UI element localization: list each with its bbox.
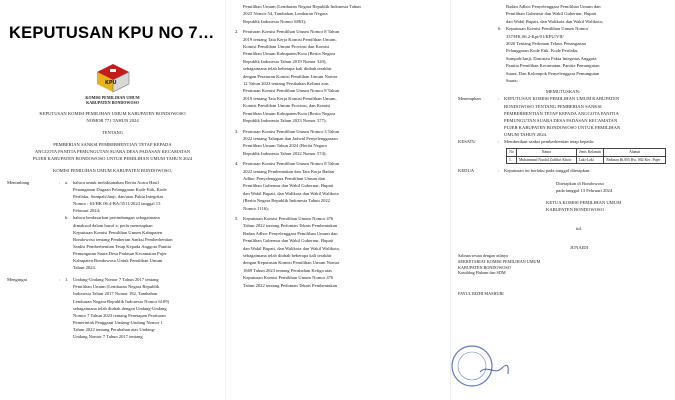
kedua-label: KEDUA [458, 168, 475, 174]
text-line: Peraturan Komisi Pemilihan Umum Nomor 8 Tahun [243, 161, 340, 167]
text-line: Peraturan Komisi Pemilihan Umum Nomor 8 Tahun [243, 29, 340, 35]
list-marker: 6. [498, 26, 502, 32]
table-header-cell: No [507, 149, 517, 157]
text-line: (Berita Negara Republik Indonesia Tahun 2022 [243, 198, 330, 204]
text-line: 12 Tahun 2023 tentang Perubahan Kelima atas [243, 81, 329, 87]
text-line: Sumpah/Janji, Dan/atau Pakta Integritas Anggota [506, 55, 597, 61]
text-line: 337/HK.06.2-Kpt/01/KPU/VII/ [506, 33, 564, 39]
text-line: Pemilihan Gubernur dan Wakil Gubernur, Bupati [506, 11, 597, 17]
text-line: sebagaimana telah beberapa kali diubah terakhir [243, 66, 332, 72]
mengingat-label: Mengingat [7, 277, 27, 283]
text-line: Februari 2024; [73, 208, 101, 214]
ketua-title-line-1: KETUA KOMISI PEMILIHAN UMUM [546, 200, 622, 206]
colon: : [498, 139, 500, 145]
text-line: Sanksi Pemberhentian Tetap Kepada Anggota Panitia [73, 243, 171, 249]
table-cell-jenis-kelamin: Laki-Laki [576, 156, 604, 164]
continued-text [233, 3, 443, 25]
menimbang-label: Menimbang [7, 180, 30, 185]
decree-title-line-5: ANGGOTA PANITIA PEMUNGUTAN SUARA DESA PADASAN KECAMATAN [34, 149, 191, 154]
list-item-text [243, 128, 443, 158]
table-header-cell: Nama [517, 149, 577, 157]
list-marker: 1. [65, 277, 69, 283]
text-line: Undang Nomor 7 Tahun 2017 tentang [73, 333, 143, 339]
mengingat-3 [233, 128, 443, 158]
document-headline: KEPUTUSAN KPU NO 7… [9, 24, 215, 42]
text-line: dan Wakil Bupati, dan Walikota dan Wakil Walikota [243, 190, 339, 196]
text-line: PUJER KABUPATEN BONDOWOSO UNTUK PEMILIHAN [504, 124, 621, 130]
text-line: dan Wakil Bupati, dan Walikota dan Wakil Walikota, [243, 245, 340, 251]
ditetapkan-place: Ditetapkan di Bondowoso [556, 181, 604, 187]
text-line: Lembaran Negara Republik Indonesia Nomor 6109) [73, 298, 170, 304]
text-line: Suara, Dan Kelompok Penyelenggara Pemungutan [506, 70, 600, 76]
text-line: Keputusan Komisi Pemilihan Umum Nomor 476 [243, 215, 334, 221]
ketua-title-line-2: KABUPATEN BONDOWOSO [546, 207, 604, 213]
text-line: sebagaimana telah diubah dengan Undang-Undang [73, 305, 167, 311]
list-item-text [243, 215, 443, 289]
text-line: 2019 tentang Tata Kerja Komisi Pemilihan Umum, [243, 95, 337, 101]
decree-title-line-2: NOMOR 771 TAHUN 2024 [86, 118, 139, 123]
text-line: Pemilihan Umum Tahun 2024 (Berita Negara [243, 143, 327, 149]
list-item-text [73, 276, 218, 340]
mengingat-4 [233, 160, 443, 212]
text-line: Perilaku, Sumpah/Janji, dan/atau Pakta Integritas [73, 194, 164, 200]
text-line: Suara; [506, 78, 518, 84]
salinan-line-1: Salinan sesuai dengan aslinya [458, 253, 508, 259]
text-line: 2022 tentang Tahapan dan Jadwal Penyelenggaraan [243, 135, 338, 141]
text-line: Pemilihan Umum (Lembaran Negara Republik Indonesia Tahun [243, 4, 361, 9]
text-line: UMUM TAHUN 2024. [504, 131, 548, 137]
text-line: Undang-Undang Nomor 7 Tahun 2017 tentang [73, 277, 159, 283]
text-line: Pemilihan Gubernur dan Wakil Gubernur, Bupati [243, 238, 334, 244]
table-cell-nama: Muhammad Naufal Zulfikri Khoir [517, 156, 577, 164]
kesatu [458, 138, 668, 145]
list-item-text [73, 179, 218, 214]
decree-title-line-4: PEMBERIAN SANKSI PEMBERHENTIAN TETAP KEPADA [53, 142, 172, 147]
decree-page-2 [225, 0, 450, 400]
text-line: Pemerintah Pengganti Undang-Undang Nomor 1 [73, 319, 163, 325]
text-line: Pemilihan Umum Kabupaten/Kota (Berita Negara [243, 110, 336, 116]
kesatu-label: KESATU [458, 139, 476, 145]
menetapkan-label: Menetapkan [458, 96, 481, 102]
text-line: Komisi Pemilihan Umum Provinsi dan Komisi [243, 44, 330, 50]
list-marker: 4. [235, 161, 239, 167]
colon: : [498, 96, 500, 102]
salinan-line-3: KABUPATEN BONDOWOSO [458, 264, 511, 270]
text-line: Pelanggaran Kode Etik, Kode Perilaku, [506, 48, 579, 54]
table-cell-alamat: Padasan Rt.005 Rw. 002 Kec. Pujer [604, 156, 666, 164]
menetapkan [458, 95, 668, 138]
colon: : [498, 168, 500, 174]
colon: : [59, 277, 61, 283]
sanction-table [506, 148, 666, 164]
list-marker: 3. [235, 128, 239, 134]
list-marker: a. [65, 180, 69, 185]
list-marker: 5. [235, 215, 239, 221]
kpu-logo-emblem [93, 63, 133, 95]
text-line: Tahun 2022 tentang Pedoman Teknis Pembentukan [243, 223, 338, 229]
list-item-text [243, 28, 443, 124]
salinan-line-4: Kasubbag Hukum dan SDM [458, 270, 506, 276]
text-line: Tahun 2022 tentang Perubahan atas Undang- [73, 326, 156, 332]
mengingat-6 [458, 25, 668, 84]
salinan-line-2: SEKRETARIAT KOMISI PEMILIHAN UMUM [458, 259, 541, 264]
text-line: Republik Indonesia Tahun 2023 Nomor 377); [243, 118, 327, 124]
text-line: Adhoc Penyelenggara Pemilihan Umum dan [243, 175, 325, 181]
kedua [458, 167, 668, 174]
text-line: 2023 Nomor 54, Tambahan Lembaran Negara [243, 11, 328, 17]
text-line: Tahun 2022 tentang Pedoman Teknis Pembentukan [243, 282, 338, 288]
text-line: Nomor 7 Tahun 2023 tentang Penetapan Peraturan [73, 312, 166, 318]
list-marker: 2. [235, 29, 239, 35]
institution-name: KOMISI PEMILIHAN UMUM KABUPATEN BONDOWOSO, [53, 168, 172, 173]
mengingat-5 [233, 215, 443, 289]
decree-page-3 [450, 0, 675, 400]
text-line: Bondowoso tentang Pemberian Sanksi Pemberhentian [73, 236, 173, 242]
list-item-text [73, 214, 218, 271]
text-line: sebagaimana telah diubah beberapa kali terakhir [243, 253, 332, 258]
text-line: Badan Adhoc Penyelenggara Pemilihan Umum dan [243, 230, 338, 236]
list-item-text [243, 160, 443, 212]
text-line: dengan Keputusan Komisi Pemilihan Umum Nomor [243, 260, 340, 266]
text-line: Badan Adhoc Penyelenggara Pemilihan Umum dan [506, 4, 601, 9]
list-marker: b. [65, 215, 69, 221]
text-line: Pemilihan Umum Kabupaten/Kota (Berita Negara [243, 51, 336, 57]
text-line: Panitia Pemilihan Kecamatan, Panitia Pemungutan [506, 63, 600, 69]
ketua-name: JUNAIDI [570, 245, 589, 251]
decree-title-line-6: PUJER KABUPATEN BONDOWOSO UNTUK PEMILIHAN UMUM TAHUN 2024 [32, 156, 193, 161]
table-header-row [507, 149, 666, 157]
ditetapkan-date: pada tanggal 13 Februari 2024 [556, 188, 613, 194]
kesatu-text: Memberikan sanksi pemberhentian tetap kepada: [504, 139, 595, 145]
text-line: 2019 tentang Tata Kerja Komisi Pemilihan Umum, [243, 36, 337, 42]
text-line: Kabupaten Bondowoso Untuk Pemilihan Umum [73, 258, 163, 264]
text-line: Keputusan Komisi Pemilihan Umum Nomor 476 [243, 275, 334, 281]
text-line: Keputusan Komisi Pemilihan Umum Kabupaten [73, 229, 163, 235]
text-line: Republik Indonesia Tahun 2019 Nomor 320), [243, 58, 327, 64]
text-line: Pemilihan Umum (Lembaran Negara Republik [73, 284, 160, 290]
text-line: BONDOWOSO TENTANG PEMBERIAN SANKSI [504, 103, 602, 109]
menetapkan-text [504, 95, 668, 138]
ttd-mark: ttd. [576, 226, 582, 232]
table-row [507, 156, 666, 164]
logo-text-line-2: KABUPATEN BONDOWOSO [86, 100, 139, 105]
table-header-cell: Alamat [604, 149, 666, 157]
text-line: KEPUTUSAN KOMISI PEMILIHAN UMUM KABUPATEN [504, 96, 620, 102]
menimbang-a [7, 179, 218, 214]
official-name: FAYUL RIZHI MASHURI [458, 290, 504, 296]
text-line: Tahun 2024. [73, 265, 96, 271]
text-line: Penanganan Dugaan Pelanggaran Kode Etik, Kode [73, 187, 167, 193]
decree-page-1 [0, 0, 225, 400]
logo-text-line-1: KOMISI PEMILIHAN UMUM [85, 95, 140, 100]
text-line: PEMBERHENTIAN TETAP KEPADA ANGGOTA PANITIA [504, 110, 619, 116]
decree-title-line-3: TENTANG [101, 130, 124, 135]
text-line: Peraturan Komisi Pemilihan Umum Nomor 3 Tahun [243, 128, 340, 134]
text-line: PEMUNGUTAN SUARA DESA PADASAN KECAMATAN [504, 117, 618, 123]
text-line: dengan Peraturan Komisi Pemilihan Umum Nomor [243, 73, 338, 79]
text-line: 2020 Tentang Pedoman Teknis Penanganan [506, 41, 586, 47]
text-line: dimaksud dalam huruf a, perlu menetapkan [73, 222, 153, 228]
text-line: 2022 tentang Pembentukan dan Tata Kerja Badan [243, 168, 334, 174]
text-line: Keputusan Komisi Pemilihan Umum Nomor [506, 26, 589, 32]
mengingat-1 [7, 276, 218, 340]
colon: : [59, 180, 61, 185]
decree-title-line-1: KEPUTUSAN KOMISI PEMILIHAN UMUM KABUPATEN BONDOWOSO [39, 111, 186, 116]
text-line: Nomor 1116); [243, 205, 269, 211]
mengingat-2 [233, 28, 443, 124]
text-line: bahwa berdasarkan pertimbangan sebagaimana [73, 215, 160, 221]
text-line: bahwa untuk melaksanakan Berita Acara Hasil [73, 180, 159, 185]
text-line: Republik Indonesia Nomor 6863); [243, 18, 307, 24]
text-line: Indonesia Tahun 2017 Nomor 182, Tambahan [73, 291, 158, 297]
text-line: Komisi Pemilihan Umum Provinsi, dan Komisi [243, 103, 331, 109]
text-line: Nomor : 63/HK.06.4-BA/3511/2024 tanggal 13 [73, 201, 161, 207]
official-stamp-seal [450, 342, 510, 390]
memutuskan-heading: MEMUTUSKAN: [545, 89, 581, 95]
text-line: Republik Indonesia Tahun 2022 Nomor 574); [243, 150, 327, 156]
kedua-text: Keputusan ini berlaku pada tanggal ditetapkan. [504, 168, 591, 174]
text-line: 1669 Tahun 2023 tentang Perubahan Ketiga atas [243, 267, 332, 273]
table-cell-no: 1. [507, 156, 517, 164]
text-line: dan Wakil Bupati, dan Walikota dan Wakil Walikota; [506, 18, 603, 24]
text-line: Pemilihan Gubernur dan Wakil Gubernur, Bupati [243, 183, 334, 189]
svg-text:KPU: KPU [104, 80, 117, 86]
menimbang-b [7, 214, 218, 271]
list-item-text [506, 25, 668, 84]
table-header-cell: Jenis Kelamin [576, 149, 604, 157]
text-line: Pemungutan Suara Desa Padasan Kecamatan Pujer [73, 250, 167, 256]
text-line: Peraturan Komisi Pemilihan Umum Nomor 8 Tahun [243, 88, 340, 94]
continued-text [458, 3, 668, 25]
